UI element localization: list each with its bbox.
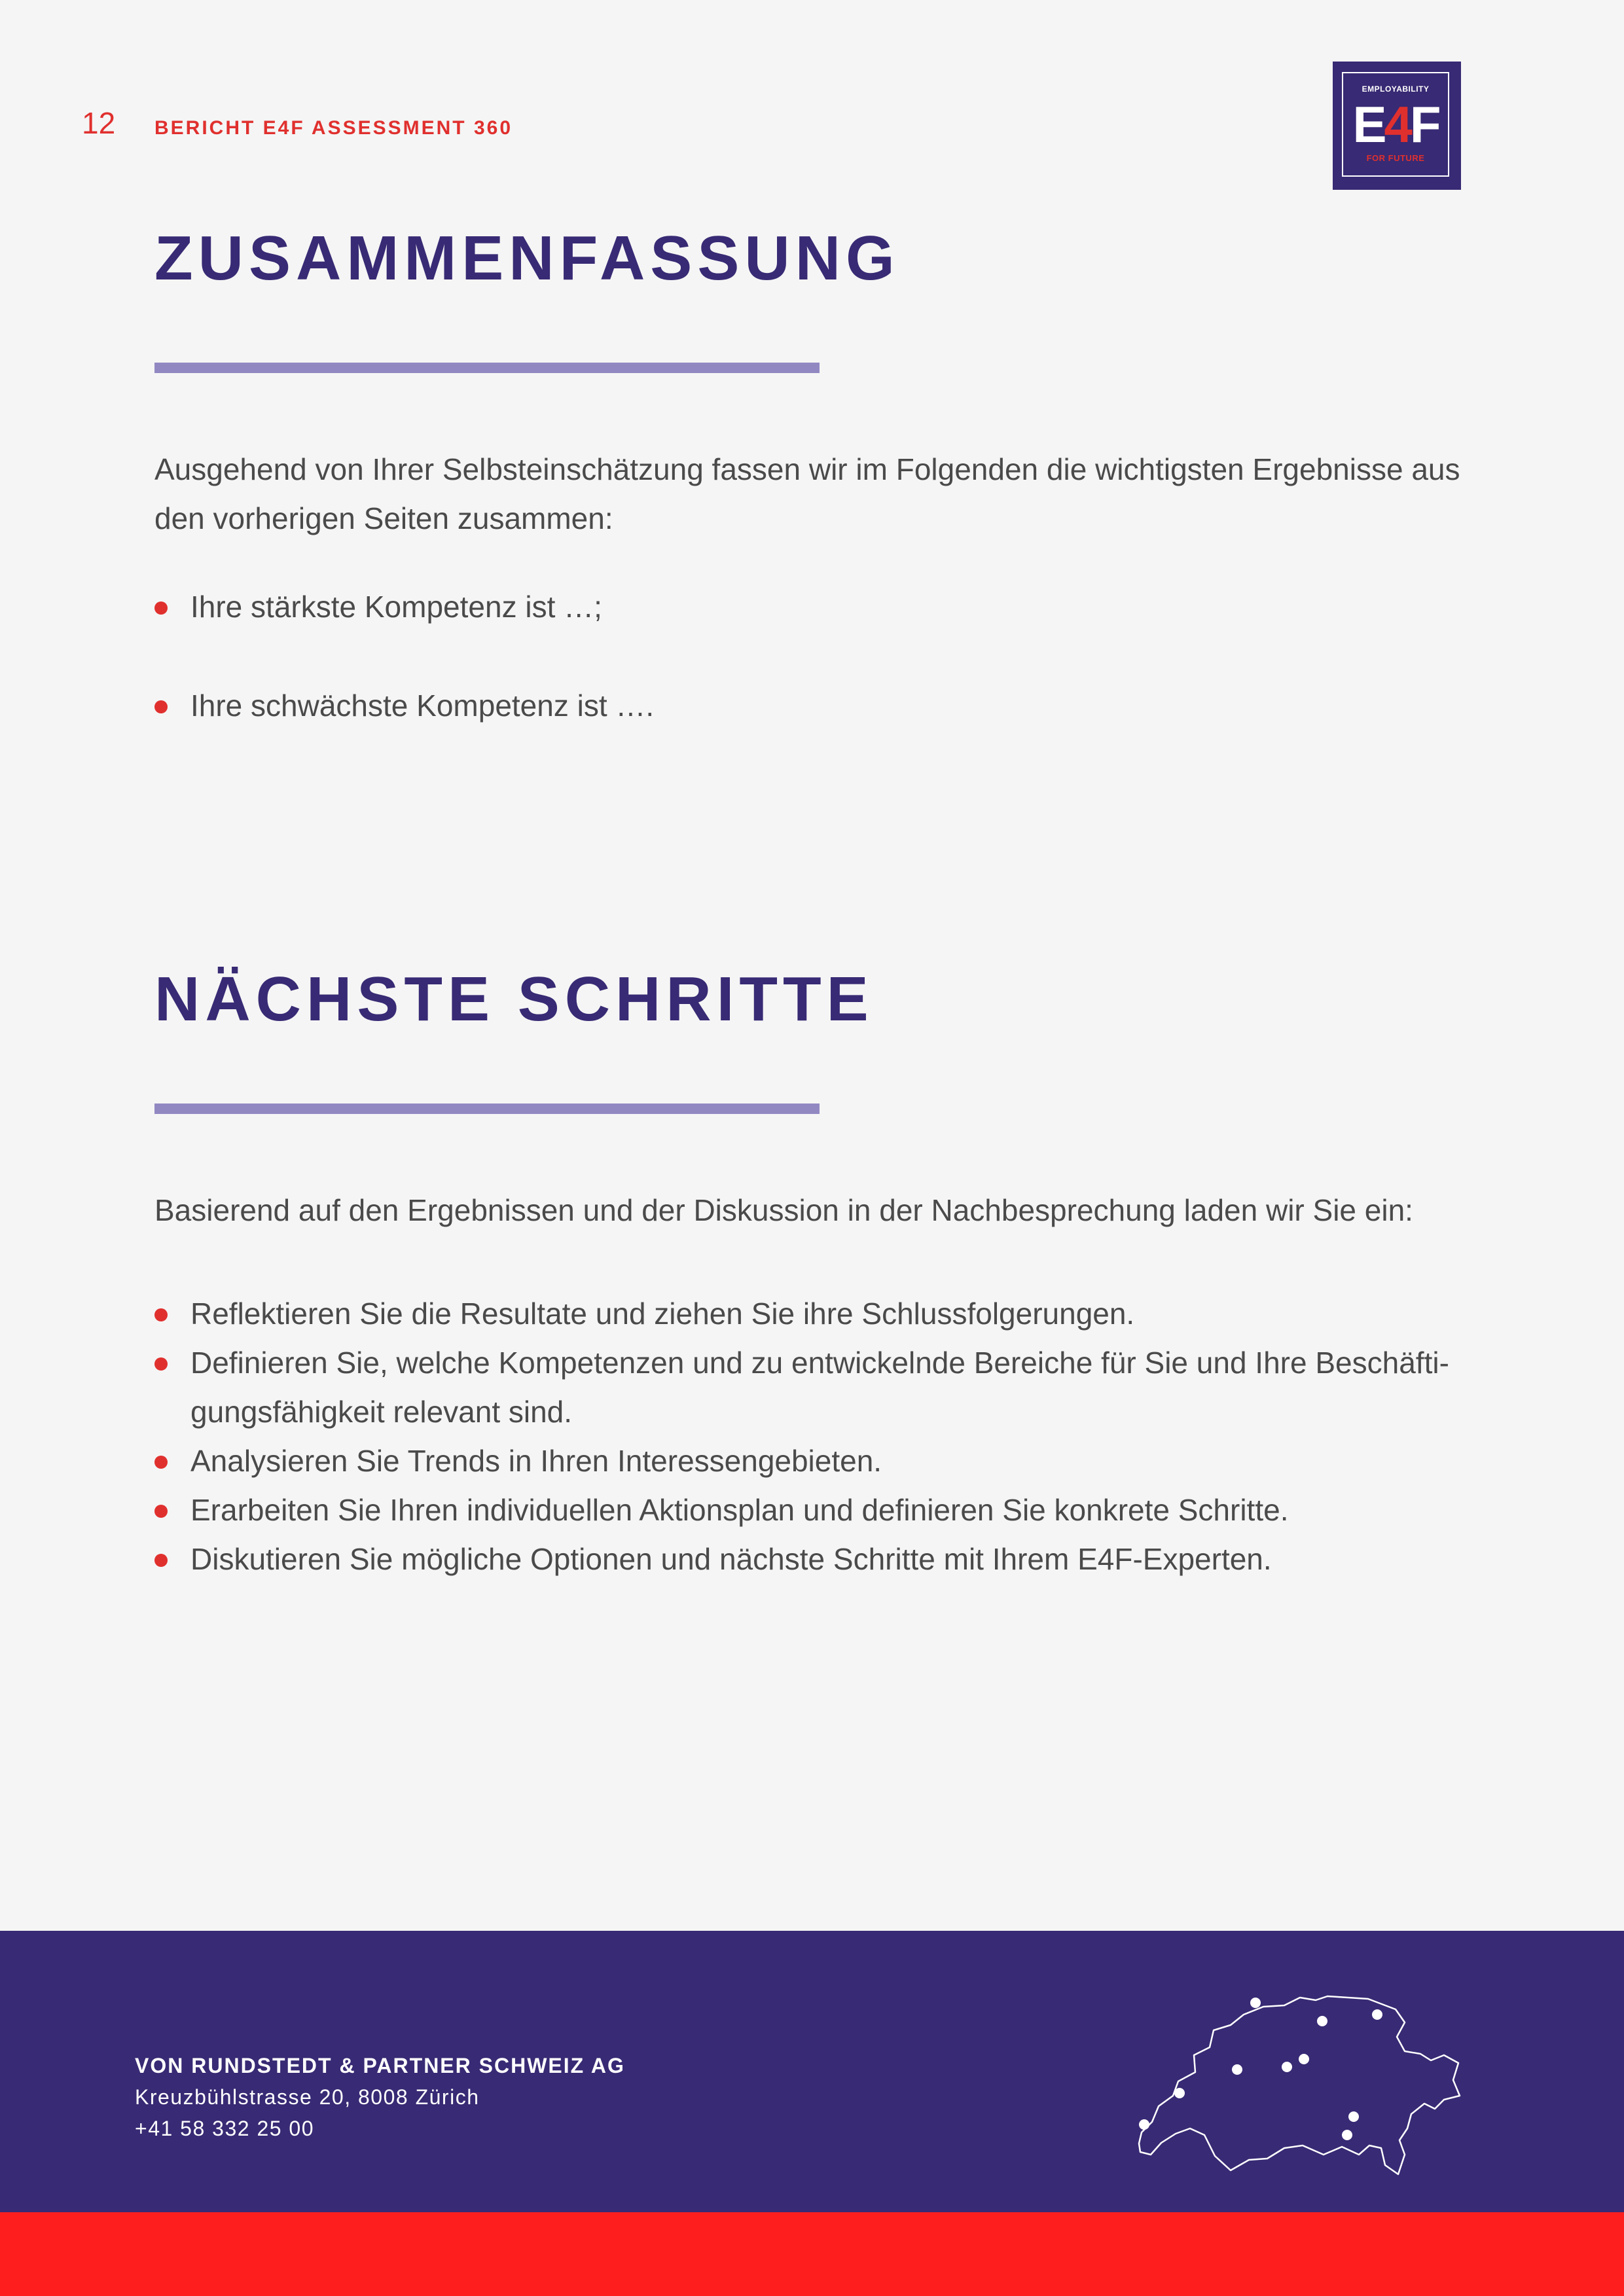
list-item <box>154 583 1464 632</box>
list-item <box>154 1535 1464 1584</box>
bullet-dot-icon <box>154 1456 168 1469</box>
footer-company: VON RUNDSTEDT & PARTNER SCHWEIZ AG <box>135 2054 625 2077</box>
e4f-logo <box>1333 62 1461 190</box>
list-item <box>154 1486 1464 1535</box>
list-item-text: Reflektieren Sie die Resultate und ziehen Sie ihre Schlussfolgerungen. <box>190 1297 1135 1331</box>
summary-title: ZUSAMMENFASSUNG <box>154 223 900 293</box>
running-header: BERICHT E4F ASSESSMENT 360 <box>154 117 513 139</box>
logo-frame <box>1342 72 1449 177</box>
bullet-dot-icon <box>154 1505 168 1518</box>
logo-mark <box>1343 98 1448 151</box>
footer <box>0 1931 1624 2212</box>
footer-address: Kreuzbühlstrasse 20, 8008 Zürich <box>135 2085 480 2109</box>
list-item <box>154 1437 1464 1486</box>
next-steps-divider <box>154 1103 820 1114</box>
list-item-text: Ihre stärkste Kompetenz ist …; <box>190 590 602 624</box>
next-steps-list <box>154 1289 1464 1584</box>
list-item-text: Ihre schwächste Kompetenz ist …. <box>190 689 655 723</box>
bottom-color-band <box>0 2212 1624 2296</box>
switzerland-map-icon <box>1132 1983 1466 2179</box>
summary-divider <box>154 363 820 373</box>
logo-mark-e: E <box>1352 96 1384 153</box>
bullet-dot-icon <box>154 1357 168 1371</box>
footer-phone: +41 58 332 25 00 <box>135 2117 315 2140</box>
summary-intro: Ausgehend von Ihrer Selbsteinschätzung fassen wir im Folgenden die wichtigsten Ergebnisse aus den vorherigen Seiten zusammen: <box>154 452 1460 535</box>
list-item <box>154 681 1464 730</box>
next-steps-title: NÄCHSTE SCHRITTE <box>154 964 874 1034</box>
list-item <box>154 1338 1464 1437</box>
logo-bottom-text: FOR FUTURE <box>1366 153 1425 163</box>
logo-mark-4: 4 <box>1384 96 1410 153</box>
summary-list <box>154 583 1464 730</box>
list-item-text: Erarbeiten Sie Ihren individuellen Aktionsplan und definieren Sie konkrete Schritte. <box>190 1493 1289 1527</box>
list-item-text: Diskutieren Sie mögliche Optionen und nächste Schritte mit Ihrem E4F-Experten. <box>190 1542 1272 1576</box>
next-steps-intro: Basierend auf den Ergebnissen und der Diskussion in der Nachbesprechung laden wir Sie ein: <box>154 1193 1413 1227</box>
list-item-text: Definieren Sie, welche Kompetenzen und zu entwickelnde Bereiche für Sie und Ihre Beschäfti-gungsfähigkeit relevant sind. <box>190 1346 1449 1429</box>
bullet-dot-icon <box>154 601 168 615</box>
logo-mark-f: F <box>1409 96 1439 153</box>
bullet-dot-icon <box>154 1554 168 1567</box>
logo-top-text: EMPLOYABILITY <box>1362 84 1430 94</box>
bullet-dot-icon <box>154 700 168 713</box>
page-number: 12 <box>82 106 116 140</box>
list-item <box>154 1289 1464 1338</box>
bullet-dot-icon <box>154 1308 168 1321</box>
list-item-text: Analysieren Sie Trends in Ihren Interessengebieten. <box>190 1444 882 1478</box>
